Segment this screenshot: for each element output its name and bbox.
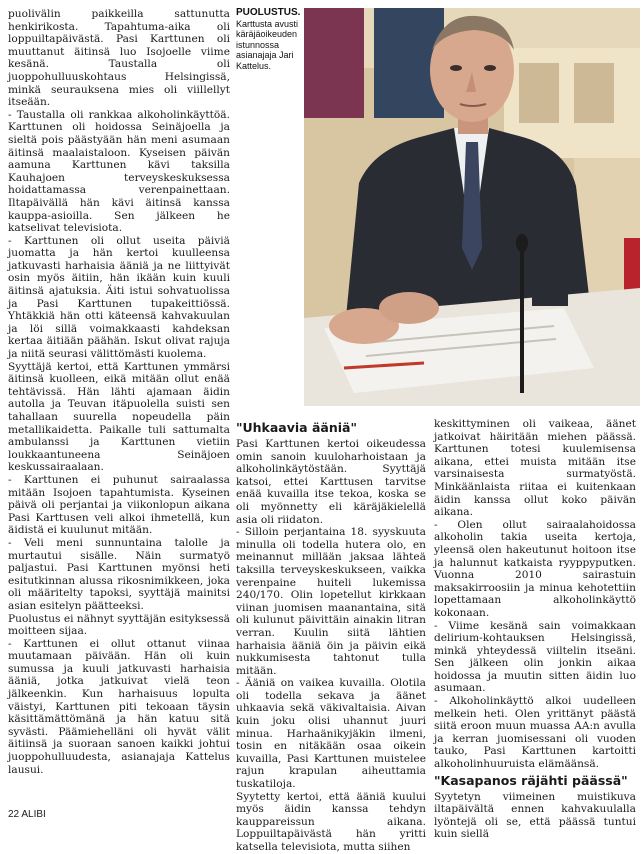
magazine-name: ALIBI [21,809,46,820]
left-paragraph-3: - Karttunen oli ollut useita päiviä juomatta ja hän kertoi kuulleensa jatkuvasti harhaisia ääniä ja ne liittyivät osin myös äitiin, hän ikään kuin kuuli äitinsä ajatuksia. Äiti istui sohvatuolissa ja Pasi Karttunen tupakeittiössä. Yhtäkkiä hän otti käteensä kahvakuulan ja löi sillä voimakkaasti kahdeksan kertaa äitiään päähän. Iskut olivat rajuja ja niitä seurasi välittömästi kuolema. [8,234,230,361]
caption-title: PUOLUSTUS. [236,7,301,18]
middle-paragraph-3: - Ääniä on vaikea kuvailla. Olotila oli todella sekava ja äänet uhkaavia sekä väkivaltaisia. Aivan kuin joku olisi uhannut juuri minua. Harhaänikyjäkin ilmeni, tosin en nitäkään osaa oikein kuvailla, Pasi Karttunen muistelee rajun krapulan aiheuttamia tuskatiloja. [236,677,426,791]
left-paragraph-2: - Taustalla oli rankkaa alkoholinkäyttöä. Karttunen oli hoidossa Seinäjoella ja sieltä pois päästyään hän meni asumaan äitinsä maalaistaloon. Kyseisen päivän aamuna Karttunen kävi taksilla Kauhajoen terveyskeskuksessa hoidattamassa verenpainettaan. Iltapäivällä hän kävi äitinsä kanssa kauppa-asioilla. Sen jälkeen he katselivat televisiota. [8,108,230,235]
middle-paragraph-1: Pasi Karttunen kertoi oikeudessa omin sanoin kuuloharhoistaan ja alkoholinkäytöstään. Syyttäjä katsoi, ettei Karttusen tarvitse enää kuvailla itse tekoa, koska se oli myönnetty eli käräjäkielellä asia oli riidaton. [236,438,426,526]
right-paragraph-5: Syytetyn viimeinen muistikuva iltapäivältä ennen kahvakuulalla lyöntejä oli se, että päässä tuntui kuin siellä [434,790,636,841]
right-subheading: "Kasapanos räjähti päässä" [434,772,628,788]
right-paragraph-1: keskittyminen oli vaikeaa, äänet jatkoivat häiritään miehen päässä. Karttunen totesi kuulemisensa aikana, ettei muista mitään itse varsinaisesta surmatyöstä. Minkäänlaista riitaa ei kuitenkaan äidin kanssa ollut koko päivän aikana. [434,418,636,519]
right-column [434,418,636,841]
page-footer [8,809,46,820]
left-paragraph-4: Syyttäjä kertoi, että Karttunen ymmärsi äitinsä kuolleen, eikä mitään ollut enää tehtävissä. Hän lähti ajamaan äidin autolla ja Teuvan itäpuolella suisti sen tahallaan suurella nopeudella päin metallikaidetta. Paikalle tuli sattumalta ambulanssi ja Karttunen vietiin loukkaantuneena Seinäjoen keskussairaalaan. [8,360,230,474]
left-paragraph-6: - Veli meni sunnuntaina talolle ja murtautui sisälle. Näin surmatyö paljastui. Pasi Karttunen myönsi heti esitutkinnan alussa rikosnimikkeen, joka oli määritelty tapoksi, syyttäjä mainitsi asian esitelyn päätteeksi. [8,536,230,612]
courtroom-photo [304,8,640,406]
right-paragraph-4: - Alkoholinkäyttö alkoi uudelleen melkein heti. Olen yrittänyt päästä siitä eroon muun muassa AA:n avulla ja kerran juomisessani oli vuoden tauko, Pasi Karttunen kartoitti alkoholinhuuruista elämäänsä. [434,695,636,771]
left-paragraph-7: Puolustus ei nähnyt syyttäjän esityksessä moitteen sijaa. [8,612,230,638]
left-paragraph-8: - Karttunen ei ollut ottanut viinaa muutamaan päivään. Hän oli kuin sumussa ja kuuli jatkuvasti harhaisia ääniä, jotka jatkuivat vielä teon jälkeenkin. Kun harhaisuus lopulta väistyi, Karttunen piti tekoaan täysin käsittämättömänä ja hän katuu sitä syvästi. Päämiehelläni oli hyvät välit äitiinsä ja suoraan sanoen kaikki johtui juoppohulluudesta, asianajaja Kattelus lausui. [8,637,230,776]
defendant-photo-illustration [304,8,640,406]
middle-column [236,418,426,854]
caption-text: Karttusta avusti käräjäoikeuden istunnossa asianajaja Jari Kattelus. [236,18,299,71]
middle-paragraph-2: - Silloin perjantaina 18. syyskuuta minulla oli todella hutera olo, en meinannut millään jaksaa lähteä taksilla terveyskeskukseen, vaikka verenpaine huiteli lukemissa 240/170. Olin lopetellut kirkkaan viinan juomisen maanantaina, sitä oli kulunut päivittäin ainakin litran verran. Kuulin siitä lähtien harhaisia ääniä öin ja päivin eikä nukkumisesta tahtonut tulla mitään. [236,526,426,677]
left-column [8,8,230,776]
right-paragraph-2: - Olen ollut sairaalahoidossa alkoholin takia useita kertoja, yleensä olen hakeutunut hoitoon itse ja halunnut katkaista ryyppyputken. Vuonna 2010 sairastuin maksakirroosiin ja minua kehotettiin lopettamaan alkoholinkäyttö kokonaan. [434,518,636,619]
middle-subheading: "Uhkaavia ääniä" [236,420,357,435]
right-paragraph-3: - Viime kesänä sain voimakkaan delirium-kohtauksen Helsingissä, minkä yhteydessä viiltelin itseäni. Sen jälkeen olin jonkin aikaa hoidossa ja muutin sitten äidin luo asumaan. [434,619,636,695]
photo-caption [236,8,300,71]
left-paragraph-1: puolivälin paikkeilla sattunutta henkirikosta. Tapahtuma-aika oli loppuiltapäivästä. Pasi Karttunen oli muuttanut äitinsä luo Isojoelle viime kesänä. Taustalla oli juoppohulluuskohtaus Helsingissä, minkä seurauksena mies oli viillellyt itseään. [8,8,230,109]
left-paragraph-5: - Karttunen ei puhunut sairaalassa mitään Isojoen tapahtumista. Kyseinen päivä oli perjantai ja viikonlopun aikana Pasi Karttusen veli alkoi ihmetellä, kun äidistä ei kuulunut mitään. [8,473,230,537]
middle-paragraph-4: Syytetty kertoi, että ääniä kuului myös äidin kanssa tehdyn kauppareissun aikana. Loppuiltapäivästä hän yritti katsella televisiota, mutta siihen [236,790,426,853]
page-number: 22 [8,809,20,820]
